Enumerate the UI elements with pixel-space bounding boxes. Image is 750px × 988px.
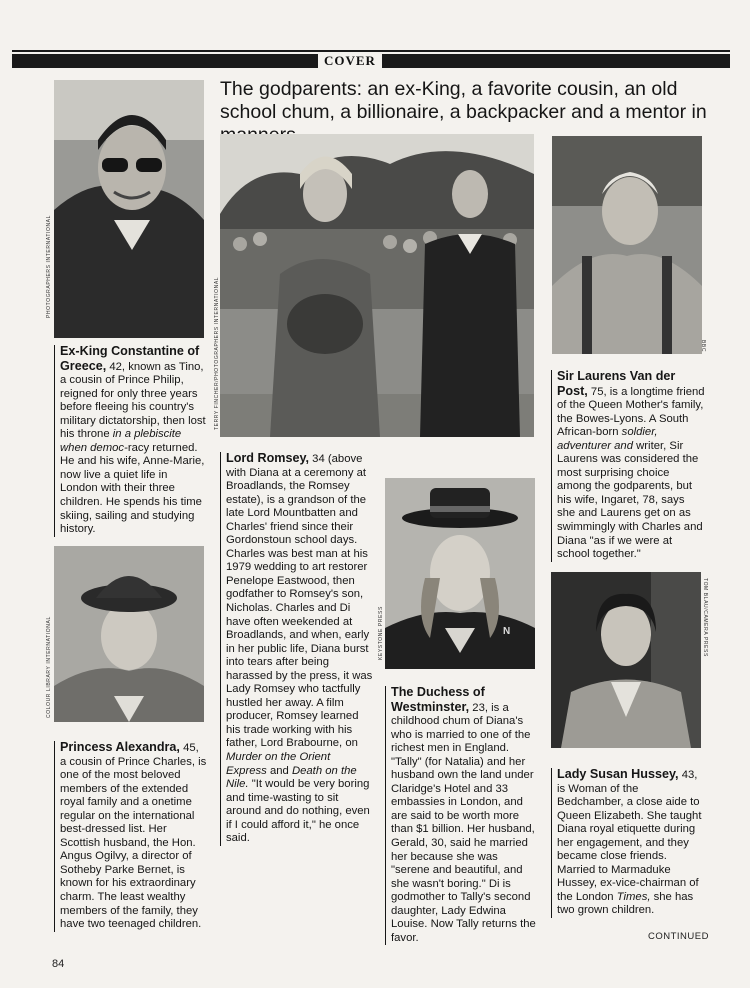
caption-italic: Times, [616, 890, 651, 903]
caption-body: 75, is a longtime friend of the Queen Mother's family, the Bowes-Lyons. A South African-born [557, 385, 705, 439]
page-number: 84 [52, 958, 65, 970]
caption-italic: soldier, adventurer and [557, 426, 658, 452]
photo-credit-hussey: TOM BLAU/CAMERA PRESS [702, 578, 708, 657]
caption-body: she has two grown children. [557, 890, 694, 917]
caption-body: 42, known as Tino, a cousin of Prince Philip, reigned for only three years before fleeing his country's military dictatorship, then lost his throne [60, 360, 206, 441]
caption-body: and [266, 764, 292, 777]
headline: The godparents: an ex-King, a favorite cousin, an old school chum, a billionaire, a backpacker and a mentor in [220, 78, 707, 123]
caption-alexandra [54, 741, 208, 932]
photo-vanderpost [552, 136, 702, 354]
caption-hussey [551, 768, 705, 918]
photo-constantine [54, 80, 204, 338]
caption-body: "It would be very boring and time-wasting to sit around and do nothing, even if I could afford it," he once said. [226, 778, 370, 845]
photo-credit-westminster: KEYSTONE PRESS [378, 606, 384, 660]
photo-westminster [385, 478, 535, 669]
caption-name: Sir Laurens Van der Post, [557, 369, 676, 398]
svg-text:N: N [503, 626, 511, 637]
caption-romsey [220, 452, 374, 846]
caption-body: 34 (above with Diana at a ceremony at Broadlands, the Romsey estate), is a grandson of the late Lord Mountbatten and Charles' friend since their Gordonstoun school days. Charles was best man at his 1979 wedding to art restorer Penelope Eastwood, then godfather to Romsey's son, Nicholas. Charles and Di have often weekended at Broadlands, and when, early in her public life, Diana burst into tears after being harassed by the press, it was Lady Romsey who tactfully hustled her away. A film producer, Romsey learned his trade working with his father, Lord Brabourne, on [226, 453, 373, 750]
photo-credit-vanderpost: BBC [700, 340, 706, 353]
caption-body: 23, is a childhood chum of Diana's who is married to one of the richest men in England. "Tally" (for Natalia) and her husband own the land under Claridge's Hotel and 33 embassies in London, and are said to be worth more than $1 billion. Her husband, Gerald, 30, said he married her because she was "serene and beautiful, and she wasn't boring." Di is godmother to Tally's second daughter, Lady Edwina Louise. Now Tally returns the favor. [391, 701, 536, 944]
photo-credit-constantine: PHOTOGRAPHERS INTERNATIONAL [46, 215, 52, 318]
photo-romsey-diana [220, 134, 534, 437]
caption-name: Lord Romsey, [226, 451, 310, 465]
caption-name: Princess Alexandra, [60, 740, 180, 754]
caption-constantine [54, 345, 208, 537]
section-label: COVER [318, 52, 382, 70]
photo-credit-romsey: TERRY FINCHER/PHOTOGRAPHERS INTERNATIONAL [214, 276, 220, 430]
caption-westminster [385, 686, 539, 945]
caption-body: 45, a cousin of Prince Charles, is one of the most beloved members of the extended royal family and a onetime regular on the international best-dressed list. Her Scottish husband, the Hon. Angus Ogilvy, a director of Sotheby Parke Bernet, is known for his extraordinary charm. The least wealthy members of the family, they have two teenaged children. [60, 742, 207, 931]
caption-name: Ex-King Constantine of Greece, [60, 344, 200, 373]
continued-label: CONTINUED [648, 931, 709, 942]
caption-body: 43, is Woman of the Bedchamber, a close aide to Queen Elizabeth. She taught Diana royal etiquette during her engagement, and they became close friends. Married to Marmaduke Hussey, ex-vice-chairman of the London [557, 769, 702, 903]
caption-italic: Death on the Nile. [226, 764, 357, 791]
caption-italic: in a plebiscite when democ- [60, 428, 182, 454]
caption-name: The Duchess of Westminster, [391, 685, 485, 714]
caption-body: racy returned. He and his wife, Anne-Marie, now live a quiet life in London with their three children. He spends his time skiing, sailing and studying history. [60, 441, 205, 536]
photo-credit-alexandra: COLOUR LIBRARY INTERNATIONAL [46, 616, 52, 718]
caption-italic: Murder on the Orient Express [226, 751, 331, 777]
caption-vanderpost [551, 370, 705, 562]
photo-hussey [551, 572, 701, 748]
caption-body: writer, Sir Laurens was considered the most surprising choice among the godparents, but his wife, Ingaret, 78, says she and Laurens get on as swimmingly with Charles and Diana "as if we were at school together." [557, 439, 703, 561]
photo-alexandra [54, 546, 204, 722]
caption-name: Lady Susan Hussey, [557, 767, 679, 781]
